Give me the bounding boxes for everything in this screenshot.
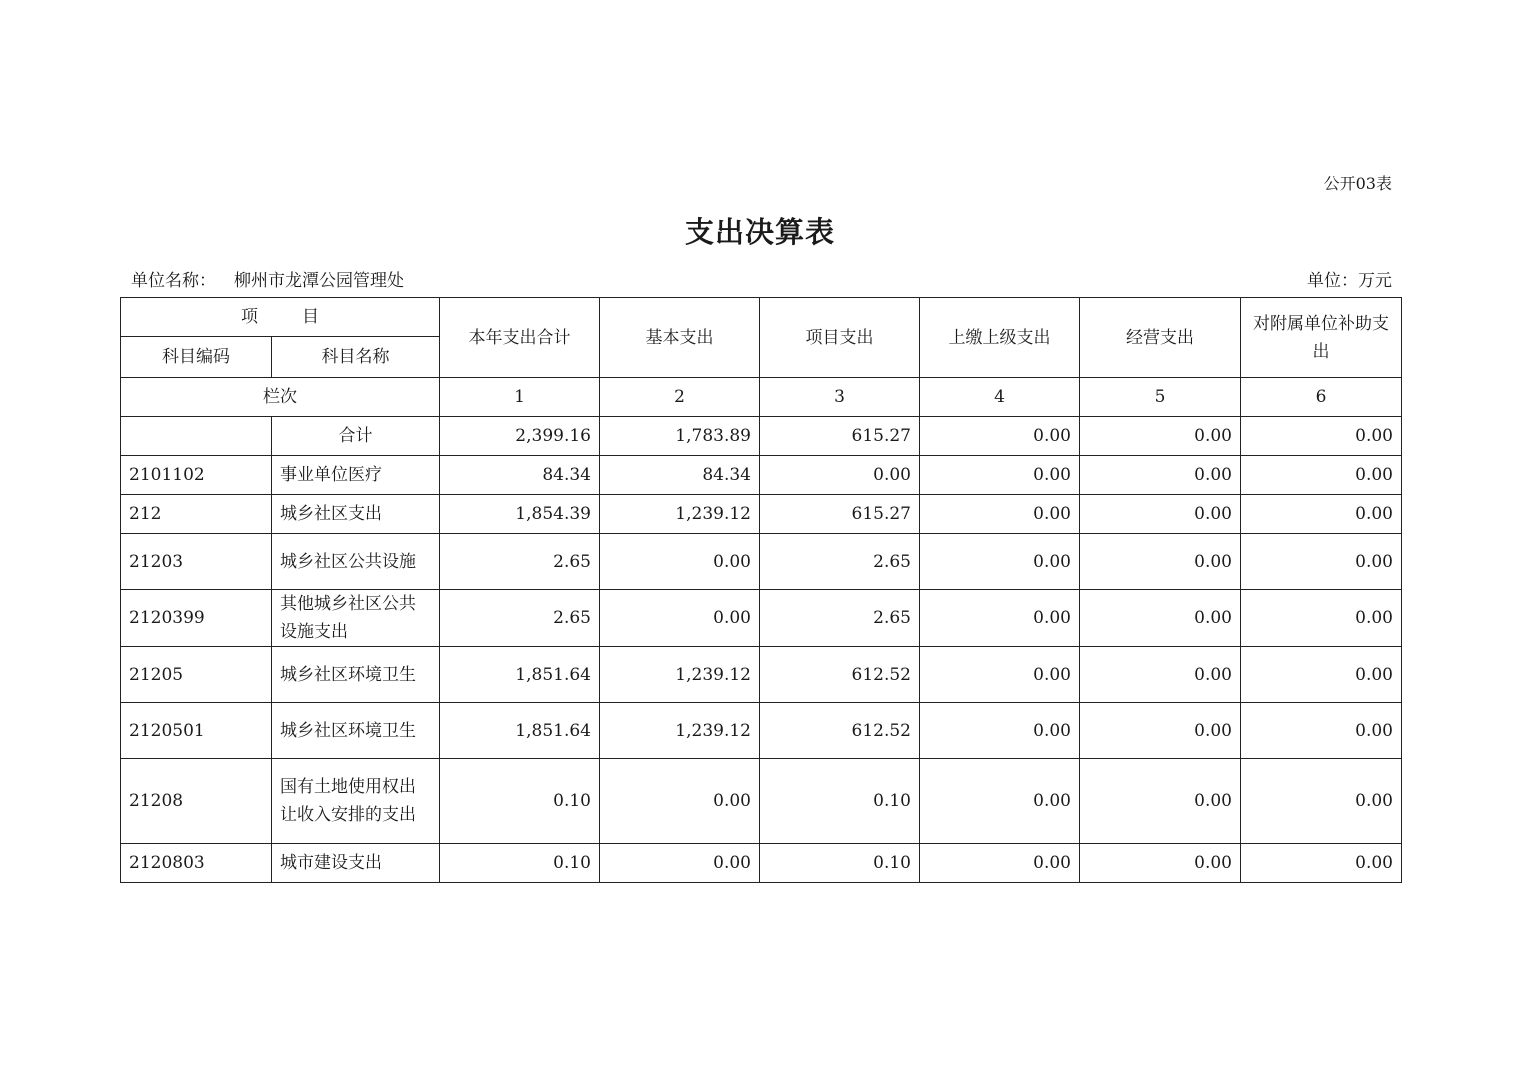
header-col-6: 对附属单位补助支出 [1241, 298, 1402, 378]
row-name: 事业单位医疗 [272, 456, 440, 495]
row-value: 0.10 [440, 759, 600, 844]
row-value: 0.00 [1080, 417, 1241, 456]
unit-name-value: 柳州市龙潭公园管理处 [234, 271, 404, 291]
row-value: 0.00 [1080, 759, 1241, 844]
row-value: 0.00 [1080, 495, 1241, 534]
row-value: 0.00 [1241, 844, 1402, 883]
row-value: 2.65 [760, 534, 920, 590]
header-col-3: 项目支出 [760, 298, 920, 378]
row-code [121, 417, 272, 456]
row-value: 0.00 [1080, 534, 1241, 590]
row-value: 0.00 [920, 456, 1080, 495]
row-value: 0.00 [600, 590, 760, 647]
expenditure-table [120, 297, 1402, 883]
row-value: 0.00 [760, 456, 920, 495]
row-value: 0.00 [1080, 703, 1241, 759]
table-row [121, 703, 1402, 759]
row-value: 0.00 [920, 759, 1080, 844]
row-index-2: 2 [600, 378, 760, 417]
header-item-b: 目 [302, 307, 319, 327]
row-value: 0.00 [920, 647, 1080, 703]
unit-name-label: 单位名称： [131, 271, 216, 291]
row-value: 0.00 [920, 590, 1080, 647]
row-index-label: 栏次 [121, 378, 440, 417]
row-value: 84.34 [600, 456, 760, 495]
row-value: 0.00 [1080, 456, 1241, 495]
row-value: 1,239.12 [600, 703, 760, 759]
row-index-6: 6 [1241, 378, 1402, 417]
table-row-total [121, 417, 1402, 456]
row-value: 0.00 [1241, 703, 1402, 759]
table-row [121, 495, 1402, 534]
table-row [121, 534, 1402, 590]
row-value: 2.65 [440, 590, 600, 647]
row-code: 21205 [121, 647, 272, 703]
row-code: 2120399 [121, 590, 272, 647]
row-value: 615.27 [760, 417, 920, 456]
row-value: 0.00 [920, 417, 1080, 456]
header-code: 科目编码 [121, 337, 272, 378]
row-value: 1,851.64 [440, 647, 600, 703]
row-name: 城乡社区公共设施 [272, 534, 440, 590]
row-name: 合计 [272, 417, 440, 456]
row-value: 1,239.12 [600, 647, 760, 703]
row-value: 0.00 [1241, 534, 1402, 590]
row-value: 0.00 [1080, 590, 1241, 647]
row-code: 21203 [121, 534, 272, 590]
row-index-5: 5 [1080, 378, 1241, 417]
header-row-1 [121, 298, 1402, 337]
row-code: 212 [121, 495, 272, 534]
row-value: 2,399.16 [440, 417, 600, 456]
row-index-3: 3 [760, 378, 920, 417]
row-value: 0.00 [1080, 647, 1241, 703]
row-name: 国有土地使用权出让收入安排的支出 [272, 759, 440, 844]
header-col-2: 基本支出 [600, 298, 760, 378]
header-col-4: 上缴上级支出 [920, 298, 1080, 378]
row-value: 0.00 [920, 534, 1080, 590]
header-item-a: 项 [241, 307, 258, 327]
header-item [121, 298, 440, 337]
row-value: 0.00 [1080, 844, 1241, 883]
row-name: 城乡社区环境卫生 [272, 647, 440, 703]
row-name: 城乡社区支出 [272, 495, 440, 534]
row-name: 城市建设支出 [272, 844, 440, 883]
row-value: 0.00 [600, 534, 760, 590]
row-value: 1,783.89 [600, 417, 760, 456]
row-value: 1,239.12 [600, 495, 760, 534]
row-name: 城乡社区环境卫生 [272, 703, 440, 759]
row-value: 0.00 [920, 844, 1080, 883]
page-title: 支出决算表 [684, 215, 835, 249]
table-row [121, 456, 1402, 495]
row-value: 0.00 [1241, 495, 1402, 534]
row-value: 1,854.39 [440, 495, 600, 534]
row-value: 0.00 [1241, 647, 1402, 703]
form-number: 公开03表 [1323, 174, 1392, 193]
amount-unit: 单位：万元 [1307, 271, 1392, 291]
row-value: 0.00 [1241, 759, 1402, 844]
row-name: 其他城乡社区公共设施支出 [272, 590, 440, 647]
row-index-4: 4 [920, 378, 1080, 417]
row-value: 0.10 [760, 759, 920, 844]
row-value: 0.00 [920, 703, 1080, 759]
table-row [121, 759, 1402, 844]
row-code: 2101102 [121, 456, 272, 495]
row-value: 84.34 [440, 456, 600, 495]
header-col-5: 经营支出 [1080, 298, 1241, 378]
row-value: 0.10 [440, 844, 600, 883]
row-value: 1,851.64 [440, 703, 600, 759]
row-value: 2.65 [760, 590, 920, 647]
row-value: 0.00 [600, 759, 760, 844]
header-col-1: 本年支出合计 [440, 298, 600, 378]
row-value: 0.00 [1241, 590, 1402, 647]
row-value: 2.65 [440, 534, 600, 590]
header-name: 科目名称 [272, 337, 440, 378]
row-value: 0.10 [760, 844, 920, 883]
table-row [121, 844, 1402, 883]
row-index-1: 1 [440, 378, 600, 417]
row-code: 2120803 [121, 844, 272, 883]
row-value: 612.52 [760, 647, 920, 703]
row-value: 615.27 [760, 495, 920, 534]
header-row-index [121, 378, 1402, 417]
table-row [121, 590, 1402, 647]
unit-name-row [131, 266, 404, 291]
row-code: 2120501 [121, 703, 272, 759]
row-value: 0.00 [1241, 456, 1402, 495]
row-value: 612.52 [760, 703, 920, 759]
row-code: 21208 [121, 759, 272, 844]
table-row [121, 647, 1402, 703]
row-value: 0.00 [600, 844, 760, 883]
row-value: 0.00 [1241, 417, 1402, 456]
row-value: 0.00 [920, 495, 1080, 534]
